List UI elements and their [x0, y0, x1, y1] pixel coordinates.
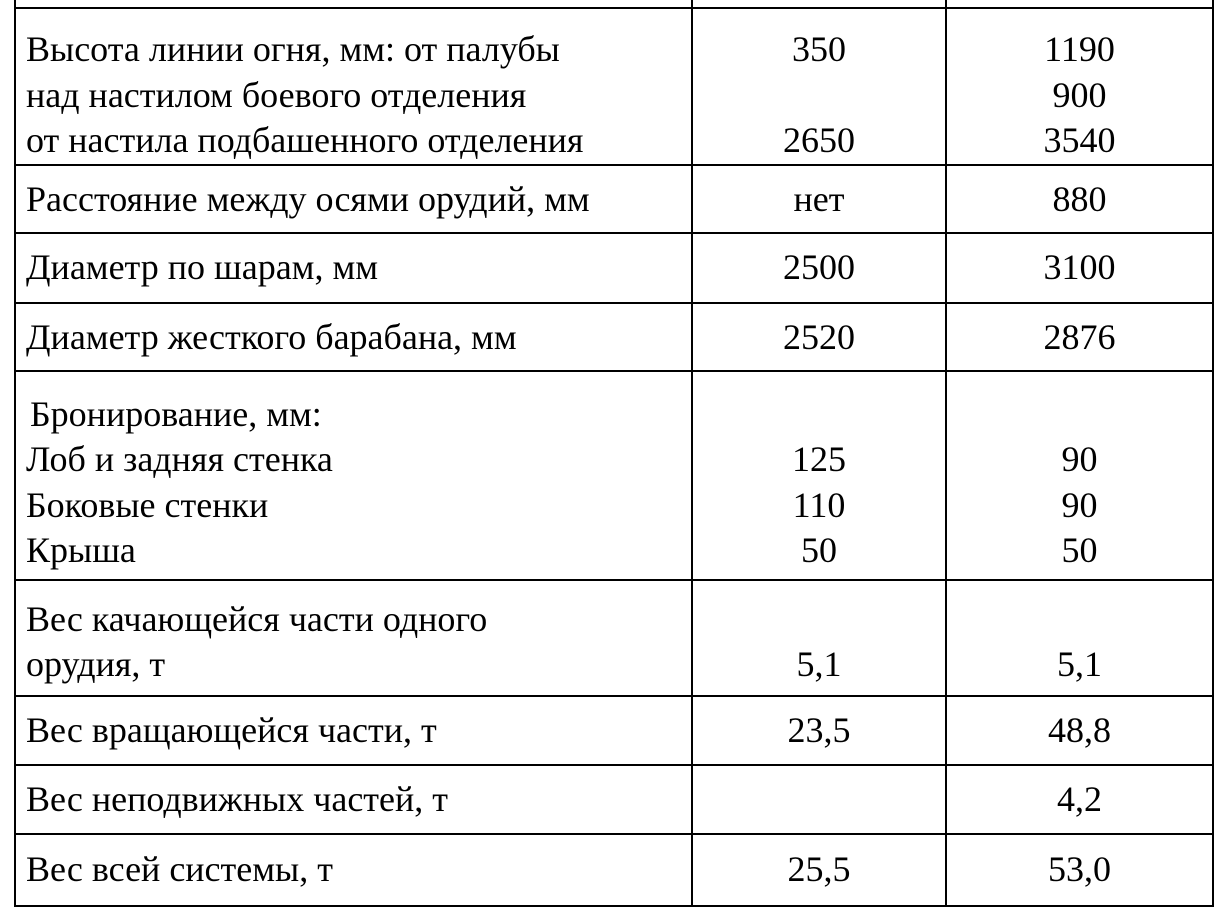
row-label: Вес вращающейся части, т: [26, 709, 437, 750]
cell-value: 3540: [1043, 120, 1116, 160]
value-cell-col3: [946, 696, 1213, 765]
table-row: [15, 303, 1213, 371]
value-cell-col3: [946, 8, 1213, 165]
value-cell-col3: [946, 765, 1213, 834]
row-label: Боковые стенки: [26, 484, 269, 525]
spec-table-container: [14, 0, 1212, 910]
value-cell-col2: [692, 303, 946, 371]
table-row: [15, 765, 1213, 834]
cell-value: 50: [1061, 530, 1098, 570]
table-row: [15, 165, 1213, 233]
cell-value: 48,8: [1048, 709, 1111, 750]
cell-value: 5,1: [796, 644, 842, 684]
value-cell-col3: [946, 303, 1213, 371]
cell-value: [947, 392, 1212, 438]
cell-value: [693, 392, 945, 438]
cell-value: 4,2: [1057, 778, 1102, 819]
table-row: [15, 696, 1213, 765]
cell-value: 2876: [1043, 316, 1116, 357]
cell-value: 5,1: [1057, 644, 1102, 684]
value-cell-col2: [692, 834, 946, 906]
cell-value: 2650: [783, 120, 855, 160]
cell-value: 50: [801, 530, 837, 570]
row-label-cell: [15, 8, 692, 165]
row-label: Вес качающейся части одного: [26, 598, 488, 639]
value-cell-col3: [946, 233, 1213, 303]
cell-value: 90: [1061, 484, 1098, 525]
row-label-cell: [15, 696, 692, 765]
cell-value: 3100: [1043, 246, 1116, 287]
value-cell-col3: [946, 165, 1213, 233]
table-top-strip: [15, 0, 1213, 8]
cell-value: [693, 73, 945, 119]
table-row: [15, 580, 1213, 696]
cell-value: [693, 597, 945, 643]
cell-value: 350: [792, 29, 846, 69]
row-label: орудия, т: [26, 644, 166, 684]
value-cell-col2: [692, 371, 946, 580]
value-cell-col3: [946, 580, 1213, 696]
value-cell-col2: [692, 233, 946, 303]
cell-value: 880: [1052, 178, 1107, 219]
value-cell-col3: [946, 371, 1213, 580]
cell-value: [693, 777, 945, 823]
row-label: Вес всей системы, т: [26, 848, 333, 889]
strip-cell: [692, 0, 946, 8]
value-cell-col2: [692, 696, 946, 765]
value-cell-col2: [692, 580, 946, 696]
cell-value: 125: [792, 439, 846, 479]
spec-table: [14, 0, 1214, 907]
cell-value: 900: [1052, 74, 1107, 115]
row-label: Диаметр по шарам, мм: [26, 246, 379, 287]
row-label: Крыша: [26, 530, 136, 570]
row-label-cell: [15, 165, 692, 233]
row-label-cell: [15, 834, 692, 906]
row-label: Лоб и задняя стенка: [26, 439, 333, 479]
row-label: от настила подбашенного отделения: [26, 120, 584, 160]
cell-value: 1190: [1044, 29, 1115, 69]
cell-value: 25,5: [787, 848, 851, 889]
strip-cell: [15, 0, 692, 8]
table-row: [15, 8, 1213, 165]
row-label: Вес неподвижных частей, т: [26, 778, 449, 819]
strip-cell: [946, 0, 1213, 8]
cell-value: 2520: [783, 316, 855, 357]
row-label: над настилом боевого отделения: [26, 74, 527, 115]
row-label: Высота линии огня, мм: от палубы: [26, 29, 560, 69]
row-label-cell: [15, 371, 692, 580]
table-row: [15, 834, 1213, 906]
row-label-cell: [15, 765, 692, 834]
cell-value: нет: [793, 178, 845, 219]
value-cell-col2: [692, 765, 946, 834]
row-label: Диаметр жесткого барабана, мм: [26, 316, 517, 357]
cell-value: 90: [1061, 439, 1098, 479]
cell-value: [947, 597, 1212, 643]
row-label-cell: [15, 233, 692, 303]
table-row: [15, 233, 1213, 303]
cell-value: 110: [792, 484, 846, 525]
cell-value: 53,0: [1048, 848, 1111, 889]
value-cell-col2: [692, 8, 946, 165]
row-label-cell: [15, 303, 692, 371]
row-label: Бронирование, мм:: [30, 393, 322, 434]
cell-value: 2500: [783, 246, 855, 287]
row-label: Расстояние между осями орудий, мм: [26, 178, 590, 219]
table-row: [15, 371, 1213, 580]
value-cell-col2: [692, 165, 946, 233]
value-cell-col3: [946, 834, 1213, 906]
row-label-cell: [15, 580, 692, 696]
cell-value: 23,5: [787, 709, 851, 750]
